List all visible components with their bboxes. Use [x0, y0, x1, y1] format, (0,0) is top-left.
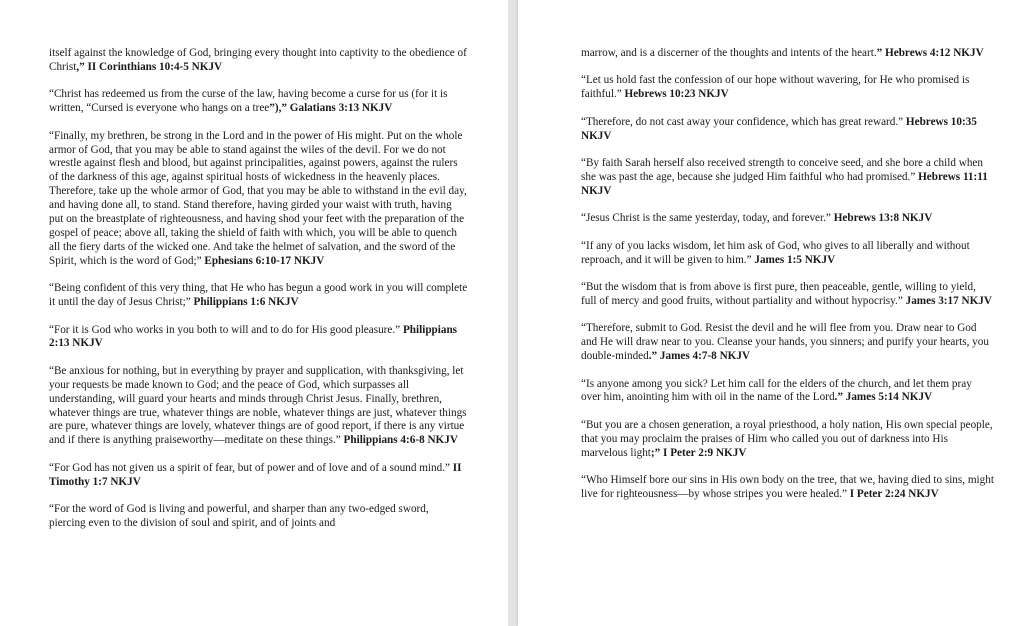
verse-reference: ”),” Galatians 3:13 NKJV: [269, 102, 393, 115]
verse-text: itself against the knowledge of God, bringing every thought into captivity to the obedience of Christ: [49, 47, 467, 73]
document-page-right: [518, 0, 1024, 626]
verse-reference: Hebrews 10:23 NKJV: [624, 88, 729, 101]
verse-reference: Philippians 2:13 NKJV: [49, 323, 458, 350]
verse-text: marrow, and is a discerner of the thoughts and intents of the heart.: [581, 47, 877, 59]
verse-reference: Hebrews 10:35 NKJV: [581, 115, 977, 142]
verse-text: “For God has not given us a spirit of fear, but of power and of love and of a sound mind.”: [49, 461, 453, 474]
paragraph: [581, 419, 994, 461]
paragraph: [581, 157, 994, 199]
verse-text: “But you are a chosen generation, a royal priesthood, a holy nation, His own special people, that you may proclaim the praises of Him who called you out of darkness into His marvelous light: [581, 418, 993, 459]
page-gutter: [508, 0, 518, 626]
verse-text: “If any of you lacks wisdom, let him ask of God, who gives to all liberally and without reproach, and it will be given to him.”: [581, 239, 970, 266]
document-page-left: [0, 0, 508, 626]
verse-text: “Therefore, do not cast away your confidence, which has great reward.”: [581, 115, 906, 128]
paragraph: [581, 322, 994, 364]
paragraph: [49, 365, 468, 448]
paragraph: [49, 88, 468, 116]
verse-reference: Philippians 1:6 NKJV: [193, 296, 299, 309]
verse-reference: Philippians 4:6-8 NKJV: [343, 434, 458, 447]
verse-reference: Ephesians 6:10-17 NKJV: [204, 254, 325, 267]
verse-text: “For the word of God is living and powerful, and sharper than any two-edged sword, piercing even to the division of soul and spirit, and of joints and: [49, 503, 429, 529]
paragraph: [49, 282, 468, 310]
verse-reference: ” Hebrews 4:12 NKJV: [876, 47, 984, 59]
verse-text: “Who Himself bore our sins in His own body on the tree, that we, having died to sins, might live for righteousness—by whose stripes you were healed.”: [581, 474, 994, 500]
verse-reference: ;” I Peter 2:9 NKJV: [650, 446, 747, 459]
paragraph: [581, 240, 994, 268]
verse-reference: ,” II Corinthians 10:4-5 NKJV: [76, 60, 223, 73]
paragraph: [581, 47, 994, 61]
verse-text: “But the wisdom that is from above is first pure, then peaceable, gentle, willing to yield, full of mercy and good fruits, without partiality and without hypocrisy.”: [581, 280, 976, 307]
verse-reference: James 1:5 NKJV: [754, 253, 836, 266]
verse-reference: II Timothy 1:7 NKJV: [49, 461, 462, 488]
paragraph: [581, 378, 994, 406]
paragraph: [49, 462, 468, 490]
verse-reference: I Peter 2:24 NKJV: [849, 487, 939, 500]
paragraph: [581, 474, 994, 502]
paragraph: [49, 324, 468, 352]
paragraph: [49, 130, 468, 269]
paragraph: [581, 74, 994, 102]
verse-reference: .” James 5:14 NKJV: [834, 391, 933, 404]
verse-reference: James 3:17 NKJV: [905, 294, 992, 307]
paragraph: [581, 281, 994, 309]
verse-text: “Christ has redeemed us from the curse of the law, having become a curse for us (for it is written, “Cursed is everyone who hangs on a tree: [49, 88, 448, 115]
paragraph: [49, 503, 468, 531]
verse-reference: Hebrews 11:11 NKJV: [581, 170, 988, 197]
verse-reference: .” James 4:7-8 NKJV: [648, 350, 751, 363]
verse-text: “Therefore, submit to God. Resist the devil and he will flee from you. Draw near to God and He will draw near to you. Cleanse your hands, you sinners; and purify your hearts, you double-minded: [581, 322, 989, 363]
verse-text: “Be anxious for nothing, but in everything by prayer and supplication, with thanksgiving, let your requests be made known to God; and the peace of God, which surpasses all understanding, will guard your hearts and minds through Christ Jesus. Finally, brethren, whatever things are true, whatever things are noble, whatever things are just, whatever things are pure, whatever things are lovely, whatever things are of good report, if there is any virtue and if there is anything praiseworthy—meditate on these things.”: [49, 364, 467, 447]
verse-text: “For it is God who works in you both to will and to do for His good pleasure.”: [49, 323, 403, 336]
verse-text: “Being confident of this very thing, that He who has begun a good work in you will complete it until the day of Jesus Christ;”: [49, 282, 468, 309]
verse-text: “Is anyone among you sick? Let him call for the elders of the church, and let them pray over him, anointing him with oil in the name of the Lord: [581, 377, 972, 404]
verse-text: “Jesus Christ is the same yesterday, today, and forever.”: [581, 212, 834, 225]
paragraph: [49, 47, 468, 75]
verse-text: “By faith Sarah herself also received strength to conceive seed, and she bore a child when she was past the age, because she judged Him faithful who had promised.”: [581, 157, 983, 183]
verse-text: “Let us hold fast the confession of our hope without wavering, for He who promised is faithful.”: [581, 74, 970, 101]
paragraph: [581, 212, 994, 226]
verse-reference: Hebrews 13:8 NKJV: [833, 212, 933, 225]
paragraph: [581, 116, 994, 144]
verse-text: “Finally, my brethren, be strong in the Lord and in the power of His might. Put on the whole armor of God, that you may be able to stand against the wiles of the devil. For we do not wrestle against flesh and blood, but against principalities, against powers, against the rulers of the darkness of this age, against spiritual hosts of wickedness in the heavenly places. Therefore, take up the whole armor of God, that you may be able to withstand in the evil day, and having done all, to stand. Stand therefore, having girded your waist with truth, having put on the breastplate of righteousness, and having shod your feet with the preparation of the gospel of peace; above all, taking the shield of faith with which, you will be able to quench all the fiery darts of the wicked one. And take the helmet of salvation, and the sword of the Spirit, which is the word of God;”: [49, 129, 467, 267]
